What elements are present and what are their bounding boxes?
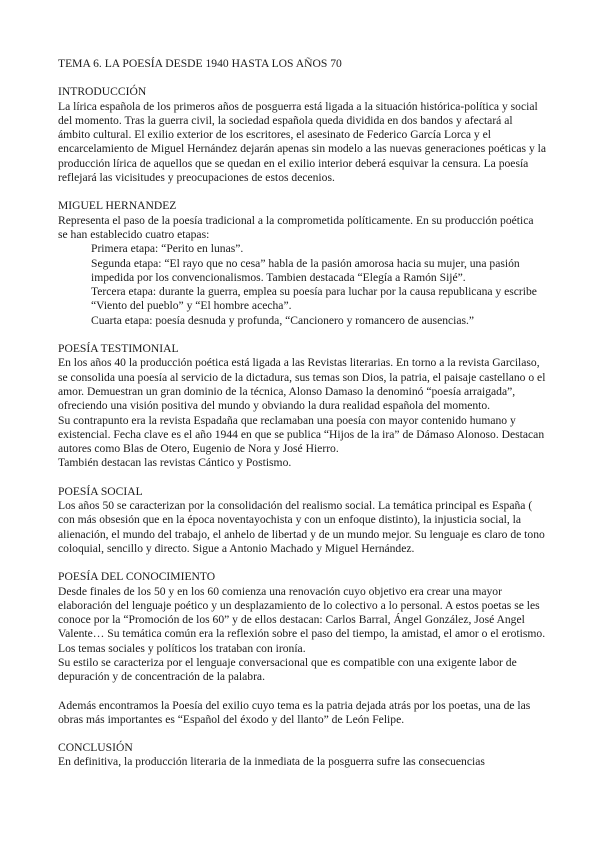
paragraph: Desde finales de los 50 y en los 60 comienza una renovación cuyo objetivo era crear una mayor elaboración del lenguaje poético y un desplazamiento de lo colectivo a lo personal. A estos poetas se les conoce por la “Promoción de los 60” y de ellos destacan: Carlos Barral, Ángel González, José Angel Valente… Su temática común era la reflexión sobre el paso del tiempo, la amistad, el amor o el erotismo. Los temas sociales y políticos los trataban con ironía. <box>58 584 546 655</box>
section-poesia-testimonial <box>58 342 546 471</box>
paragraph: Su contrapunto era la revista Espadaña que reclamaban una poesía con mayor contenido humano y existencial. Fecha clave es el año 1944 en que se publica “Hijos de la ira” de Dámaso Alonoso. Destacan autores como Blas de Otero, Eugenio de Nora y José Hierro. <box>58 413 545 456</box>
section-miguel-hernandez <box>58 199 546 328</box>
section-poesia-social <box>58 485 546 556</box>
etapa-item: Tercera etapa: durante la guerra, emplea su poesía para luchar por la causa republicana y escribe “Viento del pueblo” y “El hombre acecha”. <box>91 285 537 313</box>
section-poesia-conocimiento <box>58 570 546 727</box>
paragraph: También destacan las revistas Cántico y Postismo. <box>58 456 292 470</box>
section-heading: POESÍA DEL CONOCIMIENTO <box>58 570 216 584</box>
etapa-item: Primera etapa: “Perito en lunas”. <box>91 242 244 256</box>
section-heading: POESÍA SOCIAL <box>58 484 143 498</box>
section-heading: CONCLUSIÓN <box>58 741 133 755</box>
paragraph: Representa el paso de la poesía tradicional a la comprometida políticamente. En su producción poética se han establecido cuatro etapas: <box>58 213 534 241</box>
section-conclusion <box>58 741 546 770</box>
section-heading: MIGUEL HERNANDEZ <box>58 199 177 213</box>
paragraph: Los años 50 se caracterizan por la consolidación del realismo social. La temática principal es España ( con más obsesión que en la época noventayochista y con un enfoque distinto), la injusticia social, la alienación, el mundo del trabajo, el anhelo de libertad y de un mundo mejor. Su lenguaje es claro de tono coloquial, sencillo y directo. Sigue a Antonio Machado y Miguel Hernández. <box>58 499 545 555</box>
section-heading: POESÍA TESTIMONIAL <box>58 342 179 356</box>
paragraph: Además encontramos la Poesía del exilio cuyo tema es la patria dejada atrás por los poetas, una de las obras más importantes es “Español del éxodo y del llanto” de León Felipe. <box>58 698 531 726</box>
etapa-item: Cuarta etapa: poesía desnuda y profunda, “Cancionero y romancero de ausencias.” <box>91 313 475 327</box>
paragraph: La lírica española de los primeros años de posguerra está ligada a la situación histórica-política y social del momento. Tras la guerra civil, la sociedad española queda dividida en dos bandos y afectará al ámbito cultural. El exilio exterior de los escritores, el asesinato de Federico García Lorca y el encarcelamiento de Miguel Hernández dejarán apenas sin modelo a las nuevas generaciones poéticas y la producción lírica de aquellos que se quedan en el exilio interior deberá esquivar la censura. La poesía reflejará las vicisitudes y preocupaciones de estos decenios. <box>58 99 547 185</box>
section-introduccion <box>58 85 546 185</box>
paragraph: Su estilo se caracteriza por el lenguaje conversacional que es compatible con una exigente labor de depuración y de concentración de la palabra. <box>58 655 517 684</box>
section-heading: INTRODUCCIÓN <box>58 85 147 99</box>
paragraph: En los años 40 la producción poética está ligada a las Revistas literarias. En torno a la revista Garcilaso, se consolida una poesía al servicio de la dictadura, sus temas son Dios, la patria, el paisaje castellano o el amor. Demuestran un gran dominio de la técnica, Alonso Damaso la denominó “poesía arraigada”, ofreciendo una visión positiva del mundo y obviando la dura realidad española del momento. <box>58 356 546 413</box>
paragraph: En definitiva, la producción literaria de la inmediata de la posguerra sufre las consecuencias <box>58 755 485 769</box>
document-title: TEMA 6. LA POESÍA DESDE 1940 HASTA LOS AÑOS 70 <box>58 57 342 70</box>
etapa-item: Segunda etapa: “El rayo que no cesa” habla de la pasión amorosa hacia su mujer, una pasión impedida por los convencionalismos. Tambien destacada “Elegía a Ramón Sijé”. <box>91 256 520 284</box>
